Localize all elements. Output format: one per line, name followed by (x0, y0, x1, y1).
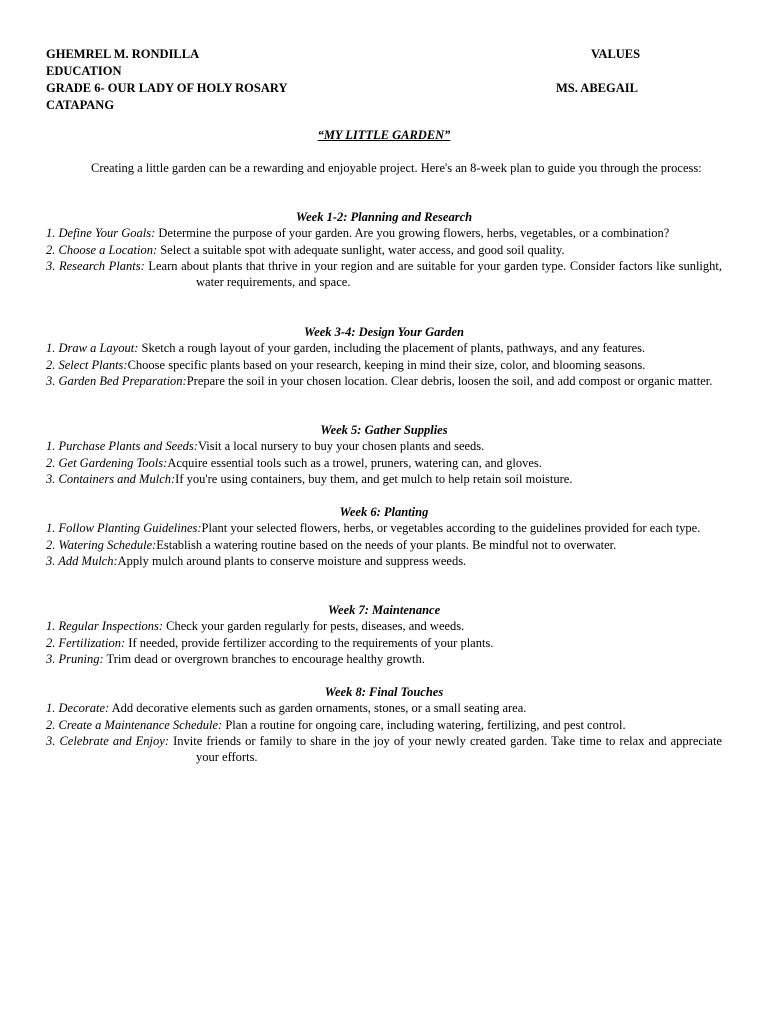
item-label: 2. Fertilization: (46, 635, 126, 650)
section-week-7 (46, 602, 722, 667)
item-text: Plant your selected flowers, herbs, or vegetables according to the guidelines provided for each type. (201, 521, 701, 536)
item-label: 2. Choose a Location: (46, 242, 158, 257)
section-heading: Week 3-4: Design Your Garden (304, 325, 464, 339)
section-heading: Week 5: Gather Supplies (320, 423, 448, 437)
list-item (46, 471, 722, 487)
item-text: If needed, provide fertilizer according to the requirements of your plants. (125, 635, 494, 650)
item-text: Select a suitable spot with adequate sunlight, water access, and good soil quality. (157, 242, 565, 257)
item-text: Trim dead or overgrown branches to encourage healthy growth. (103, 651, 425, 666)
list-item (46, 373, 722, 389)
list-item (46, 520, 722, 536)
item-text: Learn about plants that thrive in your region and are suitable for your garden type. Consider factors like sunlight, water requirements, and space. (144, 258, 722, 290)
section-week-8 (46, 684, 722, 765)
teacher-name: MS. ABEGAIL (556, 81, 638, 95)
item-text: Establish a watering routine based on the needs of your plants. Be mindful not to overwater. (156, 537, 617, 552)
list-item (46, 357, 722, 373)
item-label: 1. Define Your Goals: (46, 226, 156, 241)
list-item (46, 618, 722, 634)
item-label: 3. Containers and Mulch: (46, 471, 176, 486)
item-text: Visit a local nursery to buy your chosen plants and seeds. (197, 439, 485, 454)
item-label: 3. Garden Bed Preparation: (46, 373, 187, 388)
list-item (46, 225, 722, 241)
section-week-6 (46, 504, 722, 569)
item-label: 2. Create a Maintenance Schedule: (46, 717, 223, 732)
section-week-1-2 (46, 209, 722, 290)
list-item (46, 242, 722, 258)
item-label: 1. Draw a Layout: (46, 341, 139, 356)
item-text: Check your garden regularly for pests, diseases, and weeds. (163, 619, 465, 634)
item-text: Determine the purpose of your garden. Are you growing flowers, herbs, vegetables, or a combination? (155, 226, 670, 241)
teacher-name-continued: CATAPANG (46, 98, 115, 112)
subject-label-continued: EDUCATION (46, 64, 122, 78)
list-item (46, 733, 722, 766)
item-label: 1. Follow Planting Guidelines: (46, 521, 202, 536)
item-text: Plan a routine for ongoing care, including watering, fertilizing, and pest control. (222, 717, 626, 732)
list-item (46, 455, 722, 471)
section-week-5 (46, 422, 722, 487)
document-title: “MY LITTLE GARDEN” (317, 128, 451, 142)
section-heading: Week 6: Planting (339, 505, 429, 519)
item-label: 1. Purchase Plants and Seeds: (46, 439, 198, 454)
item-label: 3. Celebrate and Enjoy: (46, 733, 169, 748)
item-text: Acquire essential tools such as a trowel, pruners, watering can, and gloves. (167, 455, 542, 470)
item-label: 3. Research Plants: (46, 258, 145, 273)
list-item (46, 438, 722, 454)
item-label: 2. Select Plants: (46, 357, 128, 372)
section-heading: Week 1-2: Planning and Research (295, 210, 473, 224)
item-label: 1. Regular Inspections: (46, 619, 163, 634)
list-item (46, 258, 722, 291)
section-heading: Week 8: Final Touches (324, 685, 444, 699)
list-item (46, 651, 722, 667)
item-text: Sketch a rough layout of your garden, including the placement of plants, pathways, and any features. (138, 341, 646, 356)
list-item (46, 717, 722, 733)
item-text: If you're using containers, buy them, and get mulch to help retain soil moisture. (175, 471, 573, 486)
subject-label: VALUES (591, 47, 641, 61)
list-item (46, 700, 722, 716)
item-label: 3. Pruning: (46, 651, 104, 666)
section-heading: Week 7: Maintenance (327, 603, 441, 617)
grade-section: GRADE 6- OUR LADY OF HOLY ROSARY (46, 81, 288, 95)
item-text: Prepare the soil in your chosen location. Clear debris, loosen the soil, and add compost or organic matter. (186, 373, 713, 388)
intro-paragraph: Creating a little garden can be a rewarding and enjoyable project. Here's an 8-week plan to guide you through the process: (91, 161, 702, 175)
section-week-3-4 (46, 324, 722, 389)
item-text: Choose specific plants based on your research, keeping in mind their size, color, and blooming seasons. (127, 357, 646, 372)
item-label: 2. Get Gardening Tools: (46, 455, 168, 470)
item-label: 1. Decorate: (46, 701, 110, 716)
item-label: 3. Add Mulch: (46, 553, 118, 568)
list-item (46, 635, 722, 651)
student-name: GHEMREL M. RONDILLA (46, 47, 200, 61)
list-item (46, 537, 722, 553)
item-text: Apply mulch around plants to conserve moisture and suppress weeds. (117, 553, 467, 568)
list-item (46, 553, 722, 569)
item-label: 2. Watering Schedule: (46, 537, 157, 552)
list-item (46, 340, 722, 356)
item-text: Invite friends or family to share in the joy of your newly created garden. Take time to relax and appreciate your efforts. (169, 733, 722, 765)
item-text: Add decorative elements such as garden ornaments, stones, or a small seating area. (109, 701, 527, 716)
